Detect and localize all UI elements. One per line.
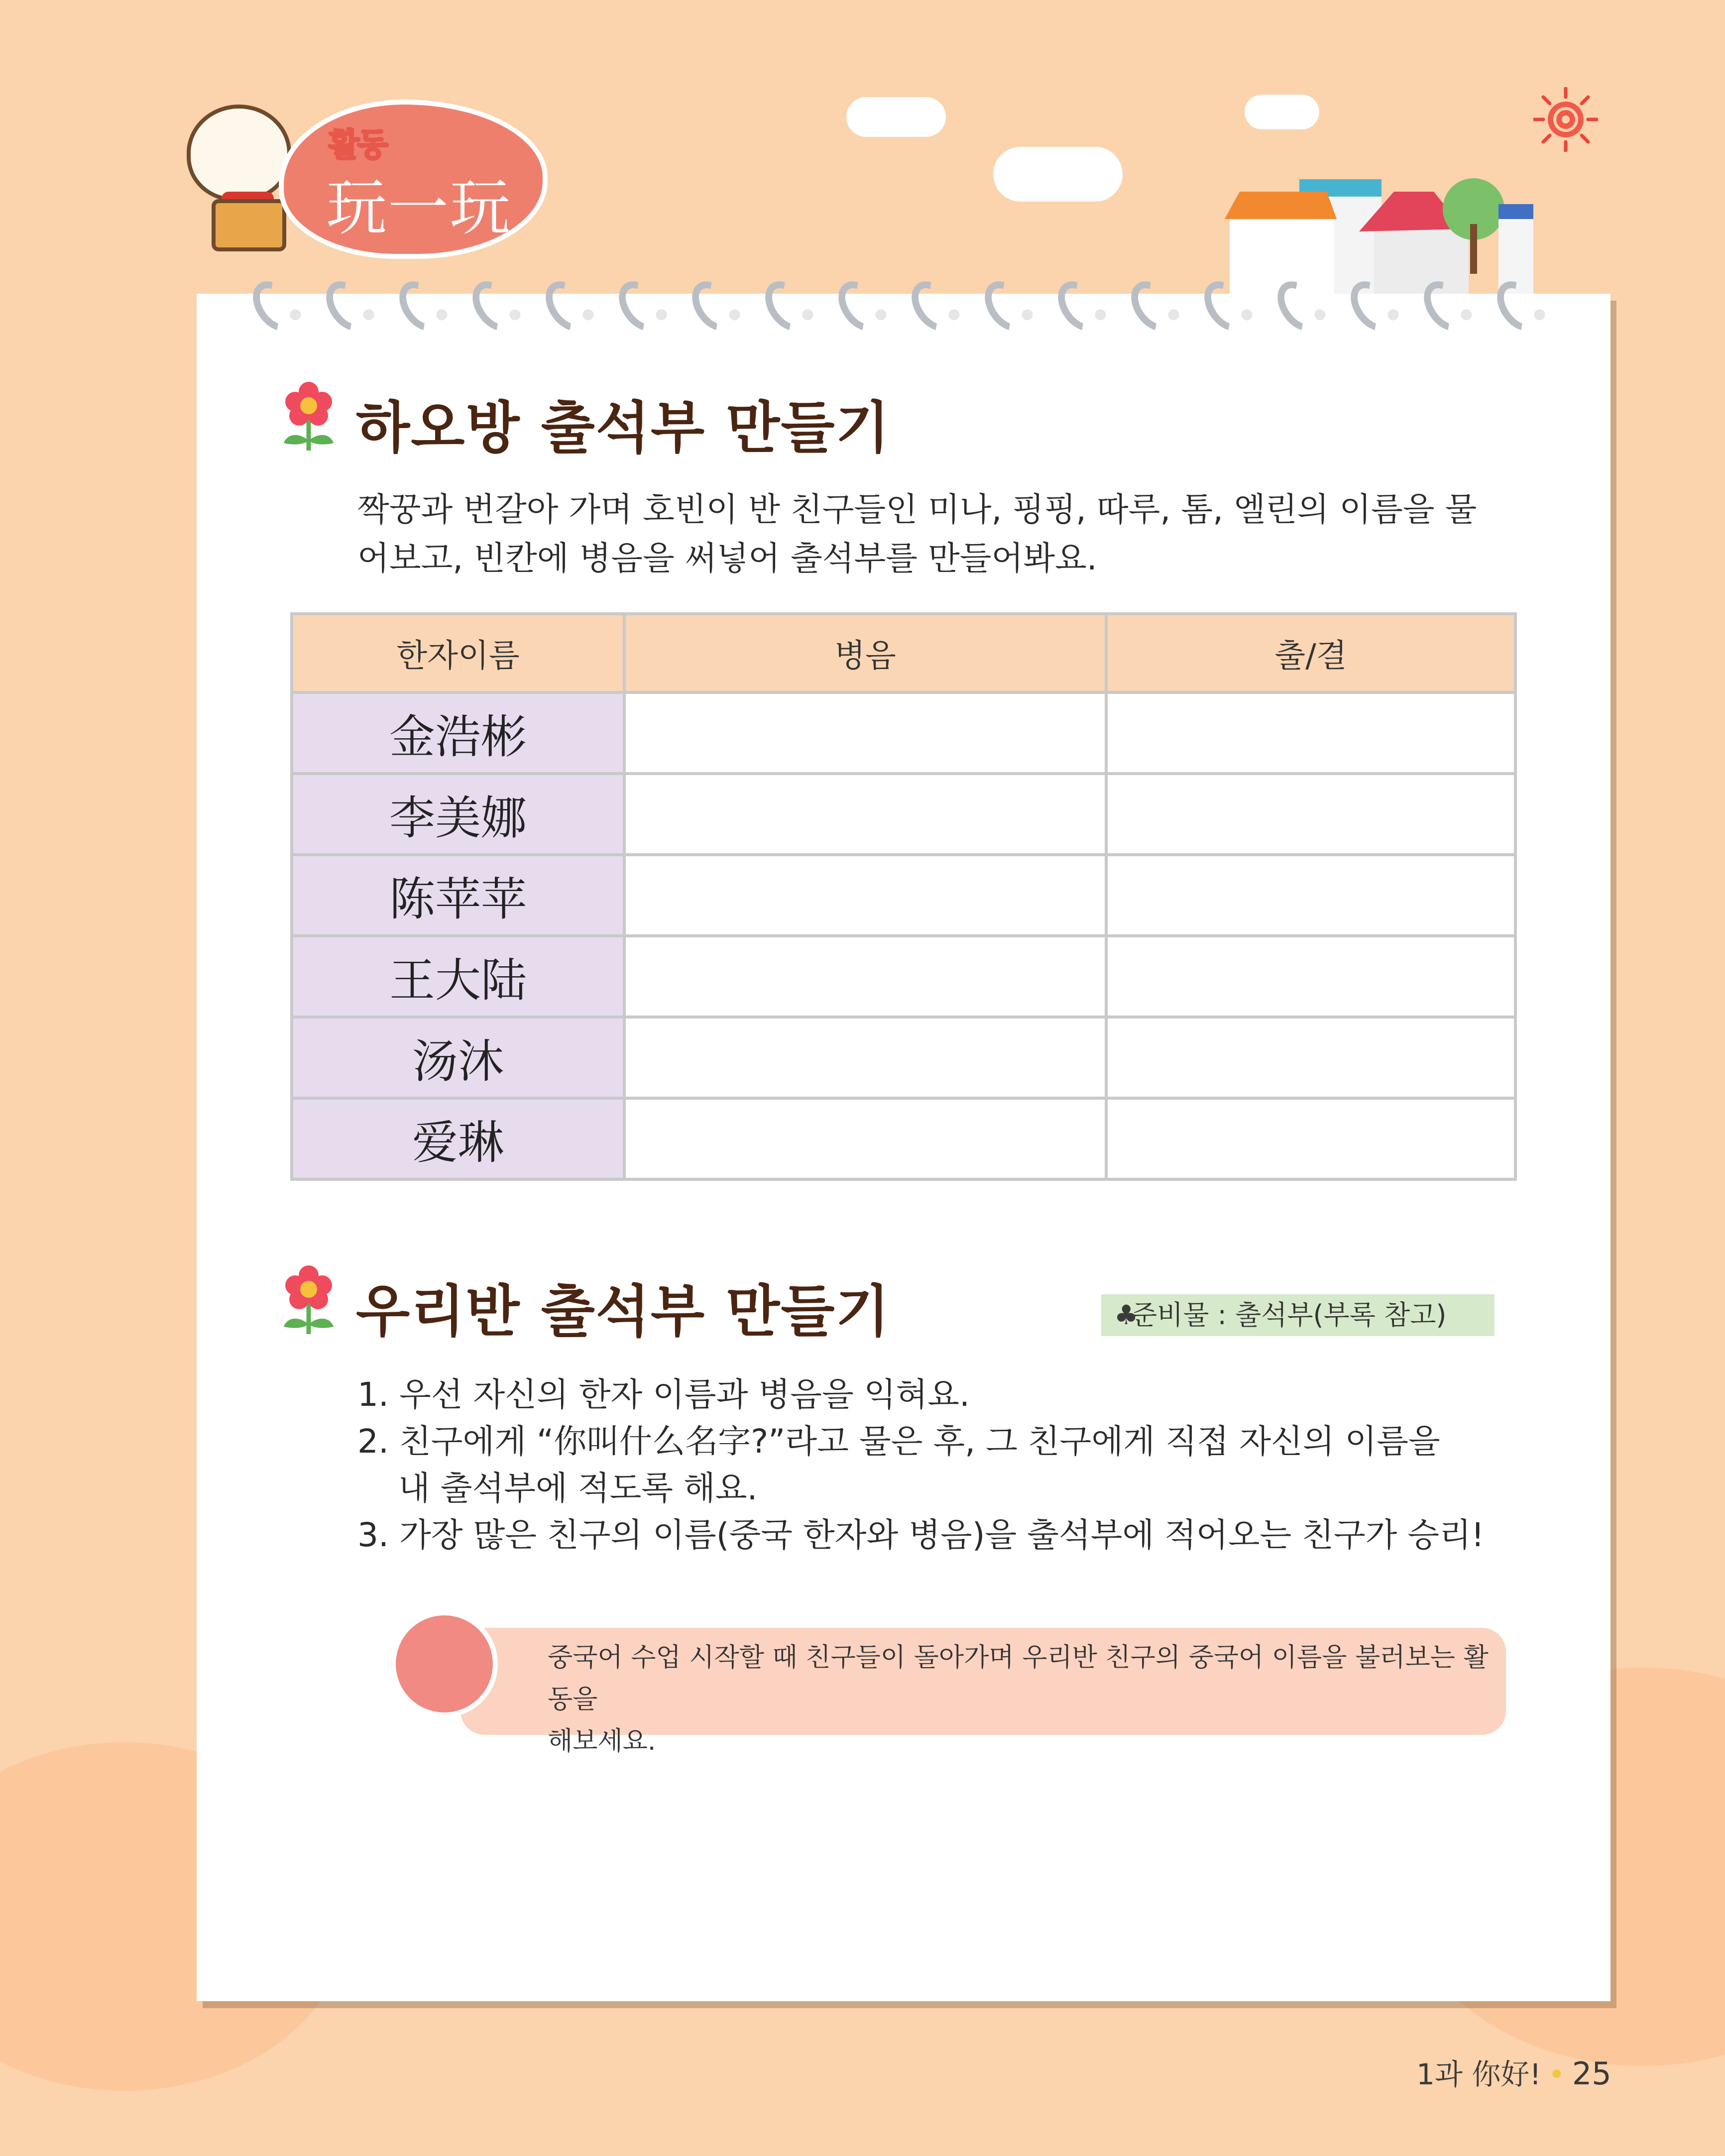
name-cell: 李美娜 — [292, 774, 624, 855]
step-item: 3. 가장 많은 친구의 이름(중국 한자와 병음)을 출석부에 적어오는 친구가 승리! — [357, 1516, 1485, 1554]
name-cell: 陈苹苹 — [292, 855, 624, 936]
kids-illustration-icon — [391, 1610, 498, 1717]
header-attendance: 출/결 — [1106, 614, 1515, 692]
page-number: 25 — [1572, 2055, 1611, 2092]
tip-line2: 해보세요. — [548, 1726, 656, 1756]
cloud-icon — [846, 97, 946, 137]
pinyin-cell[interactable] — [624, 1098, 1106, 1179]
attendance-cell[interactable] — [1106, 1098, 1515, 1179]
pinyin-cell[interactable] — [624, 855, 1106, 936]
name-cell: 金浩彬 — [292, 692, 624, 774]
preparation-label: 준비물 : 출석부(부록 참고) — [1131, 1299, 1447, 1331]
mascot-icon — [187, 105, 291, 202]
preparation-tag — [1101, 1294, 1495, 1336]
page-footer — [1416, 2051, 1611, 2093]
pinyin-cell[interactable] — [624, 936, 1106, 1017]
table-row — [292, 936, 1515, 1017]
badge-label-big: 玩一玩 — [326, 173, 511, 243]
steps-list — [357, 1371, 1502, 1559]
pinyin-cell[interactable] — [624, 1017, 1106, 1098]
section1-instructions-line1: 짝꿍과 번갈아 가며 호빈이 반 친구들인 미나, 핑핑, 따루, 톰, 엘린의 이름을 물 — [357, 490, 1477, 529]
mascot-basket — [212, 199, 286, 251]
name-cell: 王大陆 — [292, 936, 624, 1017]
badge-label-small: 활동 — [329, 127, 386, 164]
name-cell: 汤沐 — [292, 1017, 624, 1098]
table-header-row — [292, 614, 1515, 692]
cloud-icon — [1245, 95, 1319, 129]
table-row — [292, 774, 1515, 855]
club-icon: ♣ — [1114, 1299, 1139, 1331]
footer-dot-icon: • — [1548, 2057, 1565, 2091]
attendance-cell[interactable] — [1106, 692, 1515, 774]
header-pinyin: 병음 — [624, 614, 1106, 692]
attendance-cell[interactable] — [1106, 1017, 1515, 1098]
pinyin-cell[interactable] — [624, 692, 1106, 774]
section2-title: 우리반 출석부 만들기 — [356, 1279, 891, 1344]
sun-icon — [1533, 87, 1598, 152]
attendance-cell[interactable] — [1106, 936, 1515, 1017]
attendance-table — [290, 612, 1517, 1181]
flower-icon — [281, 1264, 336, 1339]
name-cell: 爱琳 — [292, 1098, 624, 1179]
step-item: 1. 우선 자신의 한자 이름과 병음을 익혀요. — [357, 1375, 970, 1414]
section1-instructions-line2: 어보고, 빈칸에 병음을 써넣어 출석부를 만들어봐요. — [357, 539, 1097, 577]
section1-title: 하오방 출석부 만들기 — [356, 396, 891, 460]
step-item-continued: 내 출석부에 적도록 해요. — [398, 1469, 758, 1507]
step-item: 2. 친구에게 “你叫什么名字?”라고 물은 후, 그 친구에게 직접 자신의 이름을 — [357, 1422, 1440, 1461]
table-row — [292, 1017, 1515, 1098]
tip-line1: 중국어 수업 시작할 때 친구들이 돌아가며 우리반 친구의 중국어 이름을 불러보는 활동을 — [548, 1643, 1489, 1714]
table-row — [292, 692, 1515, 774]
lesson-label: 1과 你好! — [1416, 2057, 1541, 2091]
table-row — [292, 1098, 1515, 1179]
houses-illustration — [1225, 169, 1543, 299]
header-hanzi-name: 한자이름 — [292, 614, 624, 692]
flower-icon — [281, 381, 336, 455]
cloud-icon — [993, 147, 1123, 202]
attendance-cell[interactable] — [1106, 855, 1515, 936]
table-row — [292, 855, 1515, 936]
pinyin-cell[interactable] — [624, 774, 1106, 855]
tip-text — [548, 1637, 1498, 1762]
attendance-cell[interactable] — [1106, 774, 1515, 855]
